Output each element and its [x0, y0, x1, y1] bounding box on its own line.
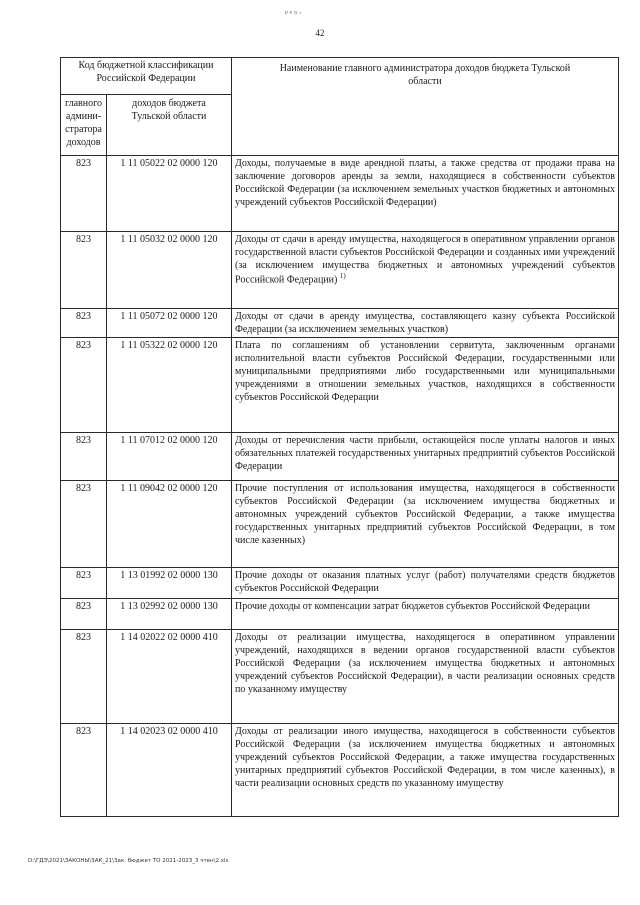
income-name-cell [232, 630, 619, 724]
income-name-text: Прочие доходы от компенсации затрат бюджетов субъектов Российской Федерации [235, 601, 590, 612]
table-row [61, 481, 619, 568]
income-name-cell [232, 724, 619, 817]
table-row [61, 568, 619, 599]
income-name-cell [232, 156, 619, 232]
table-row [61, 433, 619, 481]
scan-mark: ᵖᵉᵑ· [285, 8, 304, 18]
income-name-cell [232, 481, 619, 568]
header-code-group: Код бюджетной классификации Российской Федерации [61, 58, 232, 95]
income-name-text: Доходы от реализации имущества, находящегося в оперативном управлении учреждений, находящихся в ведении органов государственной власти субъектов Российской Федерации (за исключением имущества бюджетных и автономных учреждений субъектов Российской Федерации), в части реализации основных средств по указанному имуществу [235, 632, 615, 695]
income-code-cell: 1 13 01992 02 0000 130 [107, 568, 232, 599]
income-name-text: Доходы от сдачи в аренду имущества, составляющего казну субъекта Российской Федерации (за исключением земельных участков) [235, 311, 615, 335]
income-name-text: Доходы от перечисления части прибыли, остающейся после уплаты налогов и иных обязательных платежей государственных унитарных предприятий субъектов Российской Федерации [235, 435, 615, 472]
table-row [61, 309, 619, 338]
admin-code-cell: 823 [61, 724, 107, 817]
file-path-footer: D:\ГДЗ\2021\ЗАКОНЫ\ЗАК_21\Зак. бюджет ТО 2021-2023_3 чтен\2.xls [28, 858, 229, 864]
income-name-text: Доходы от реализации иного имущества, находящегося в собственности субъектов Российской Федерации (за исключением имущества бюджетных и автономных учреждений субъектов Российской Федерации, а также имущества государственных унитарных предприятий субъектов Российской Федерации, в том числе казенных), в части реализации основных средств по указанному имуществу [235, 726, 615, 789]
header-sub-income: доходов бюджета Тульской области [107, 95, 232, 156]
income-name-text: Прочие доходы от оказания платных услуг (работ) получателями средств бюджетов субъектов Российской Федерации [235, 570, 615, 594]
income-code-cell: 1 11 09042 02 0000 120 [107, 481, 232, 568]
admin-code-cell: 823 [61, 481, 107, 568]
income-name-text: Прочие поступления от использования имущества, находящегося в собственности субъектов Российской Федерации (за исключением имущества бюджетных и автономных учреждений субъектов Российской Федерации, а также имущества государственных унитарных предприятий субъектов Российской Федерации, в том числе казенных) [235, 483, 615, 546]
admin-code-cell: 823 [61, 156, 107, 232]
admin-code-cell: 823 [61, 433, 107, 481]
income-name-cell [232, 232, 619, 309]
income-code-cell: 1 14 02023 02 0000 410 [107, 724, 232, 817]
table-row [61, 232, 619, 309]
income-name-cell [232, 433, 619, 481]
income-code-cell: 1 11 05322 02 0000 120 [107, 338, 232, 433]
income-name-cell [232, 568, 619, 599]
admin-code-cell: 823 [61, 568, 107, 599]
income-name-text: Плата по соглашениям об установлении сервитута, заключенным органами исполнительной власти субъектов Российской Федерации, государственными или муниципальными предприятиями либо государственными или муниципальными учреждениями в отношении земельных участков, находящихся в собственности субъектов Российской Федерации [235, 340, 615, 403]
table-row [61, 599, 619, 630]
income-code-cell: 1 11 07012 02 0000 120 [107, 433, 232, 481]
income-code-cell: 1 11 05022 02 0000 120 [107, 156, 232, 232]
income-code-cell: 1 11 05032 02 0000 120 [107, 232, 232, 309]
table-row [61, 630, 619, 724]
income-code-cell: 1 14 02022 02 0000 410 [107, 630, 232, 724]
table-row [61, 724, 619, 817]
footnote-mark: 1) [339, 272, 346, 280]
income-name-cell [232, 338, 619, 433]
page-number: 42 [315, 28, 325, 38]
header-admin-name: Наименование главного администратора доходов бюджета Тульской области [232, 58, 619, 156]
budget-codes-table [60, 57, 619, 817]
income-name-cell [232, 599, 619, 630]
admin-code-cell: 823 [61, 630, 107, 724]
admin-code-cell: 823 [61, 309, 107, 338]
header-row [61, 58, 619, 95]
admin-code-cell: 823 [61, 599, 107, 630]
admin-code-cell: 823 [61, 338, 107, 433]
income-code-cell: 1 11 05072 02 0000 120 [107, 309, 232, 338]
admin-code-cell: 823 [61, 232, 107, 309]
header-sub-admin: главного админи-стратора доходов [61, 95, 107, 156]
table-row [61, 338, 619, 433]
income-name-text: Доходы, получаемые в виде арендной платы, а также средства от продажи права на заключение договоров аренды за земли, находящиеся в собственности субъектов Российской Федерации (за исключением земельных участков бюджетных и автономных учреждений субъектов Российской Федерации) [235, 158, 615, 208]
income-name-cell [232, 309, 619, 338]
table-row [61, 156, 619, 232]
income-name-text: Доходы от сдачи в аренду имущества, находящегося в оперативном управлении органов государственной власти субъектов Российской Федерации и созданных ими учреждений (за исключением имущества бюджетных и автономных учреждений субъектов Российской Федерации) [235, 234, 615, 286]
income-code-cell: 1 13 02992 02 0000 130 [107, 599, 232, 630]
